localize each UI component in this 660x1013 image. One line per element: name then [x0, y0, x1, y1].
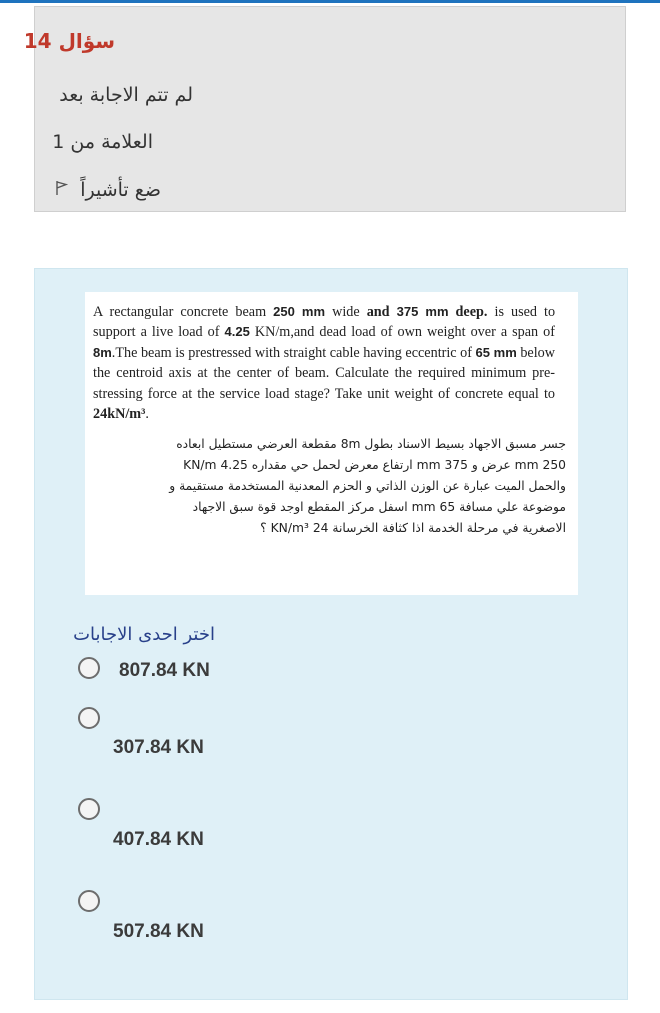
problem-text-english: A rectangular concrete beam 250 mm wide and 375 mm deep. is used to support a live load of 4.25 KN/m,and dead load of own weight over a span of 8m.The beam is prestressed with straight cable having eccentric of 65 mm below the centroid axis at the center of beam. Calculate the required minimum pre-stressing force at the service load stage? Take unit weight of concrete equal to 24kN/m³.: [93, 304, 556, 423]
answer-status: لم تتم الاجابة بعد: [59, 84, 193, 106]
top-strip: [0, 0, 660, 3]
arabic-line: الاصغرية في مرحلة الخدمة اذا كثافة الخرسانة 24 KN/m³ ؟: [260, 521, 566, 535]
problem-text-arabic: [110, 434, 566, 539]
flag-question-link[interactable]: [54, 179, 161, 201]
arabic-line: والحمل الميت عبارة عن الوزن الذاتي و الحزم المعدنية المستخدمة مستقيمة و: [169, 479, 566, 493]
question-number: سؤال 14: [23, 29, 115, 53]
option-1-radio[interactable]: [78, 657, 100, 679]
question-content-panel: [34, 268, 628, 1000]
grade-label: العلامة من 1: [52, 131, 153, 153]
option-4-label[interactable]: 507.84 KN: [113, 921, 204, 942]
flag-icon: [54, 179, 68, 201]
problem-statement-image: [85, 292, 578, 595]
arabic-line: 250 mm عرض و 375 mm ارتفاع معرض لحمل حي مقداره 4.25 KN/m: [183, 458, 566, 472]
option-2-radio[interactable]: [78, 707, 100, 729]
option-4-radio[interactable]: [78, 890, 100, 912]
question-info-panel: [23, 6, 626, 212]
option-2-label[interactable]: 307.84 KN: [113, 737, 204, 758]
option-3-radio[interactable]: [78, 798, 100, 820]
arabic-line: موضوعة علي مسافة 65 mm اسفل مركز المقطع اوجد قوة سبق الاجهاد: [192, 500, 566, 514]
option-1-label[interactable]: 807.84 KN: [119, 660, 210, 681]
arabic-line: جسر مسبق الاجهاد بسيط الاسناد بطول 8m مقطعة العرضي مستطيل ابعاده: [176, 437, 566, 451]
flag-label: ضع تأشيراً: [80, 179, 161, 201]
option-3-label[interactable]: 407.84 KN: [113, 829, 204, 850]
choose-answer-prompt: اختر احدى الاجابات: [73, 624, 215, 645]
